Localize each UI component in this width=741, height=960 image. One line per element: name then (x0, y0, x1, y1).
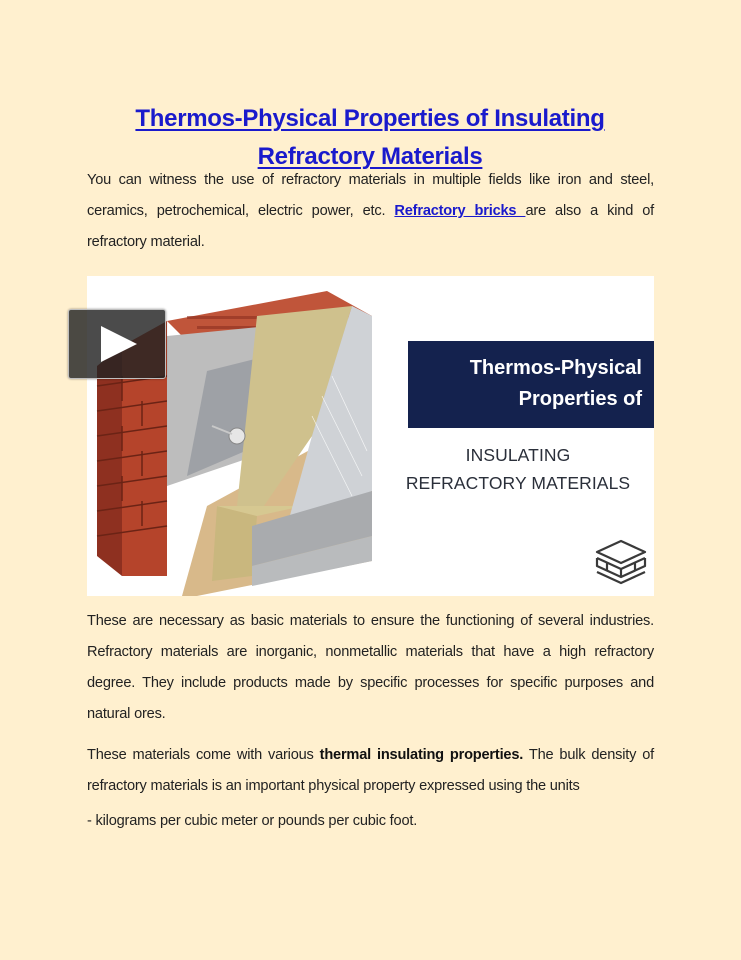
hero-heading-line2: Properties of (518, 388, 642, 410)
hero-image (87, 276, 654, 596)
intro-text-end: are also a kind of refractory material. (87, 203, 654, 250)
paragraph3-text-cont: The bulk density of refractory materials is an important physical property expressed using the units (87, 747, 654, 794)
title-link-line2[interactable]: Refractory Materials (257, 143, 483, 171)
intro-paragraph (87, 165, 654, 258)
play-icon (99, 324, 139, 364)
layers-icon (593, 538, 649, 588)
body-paragraph-2: These are necessary as basic materials to ensure the functioning of several industries. Refractory materials are inorganic, nonmetallic materials that have a high refractory degree. They include products made by specific processes for specific purposes and natural ores. (87, 613, 654, 722)
paragraph3-text: These materials come with various (87, 747, 320, 763)
intro-text: You can witness the use of refractory materials in multiple fields like iron and steel, ceramics, petrochemical, electric power, etc. (87, 172, 654, 219)
hero-subheading-line2: REFRACTORY MATERIALS (405, 473, 631, 493)
hero-heading-box (408, 341, 654, 428)
title-link-line1[interactable]: Thermos-Physical Properties of Insulating (135, 105, 605, 133)
refractory-bricks-link[interactable]: Refractory bricks (394, 203, 526, 219)
paragraph3-last-line: - kilograms per cubic meter or pounds per cubic foot. (87, 813, 418, 829)
hero-heading-line1: Thermos-Physical (469, 357, 642, 379)
hero-subheading (387, 441, 649, 497)
video-play-button[interactable] (68, 309, 166, 379)
hero-subheading-line1: INSULATING (465, 445, 571, 465)
body-paragraph-3 (87, 740, 654, 837)
thermal-insulating-properties-bold: thermal insulating properties. (319, 747, 524, 763)
